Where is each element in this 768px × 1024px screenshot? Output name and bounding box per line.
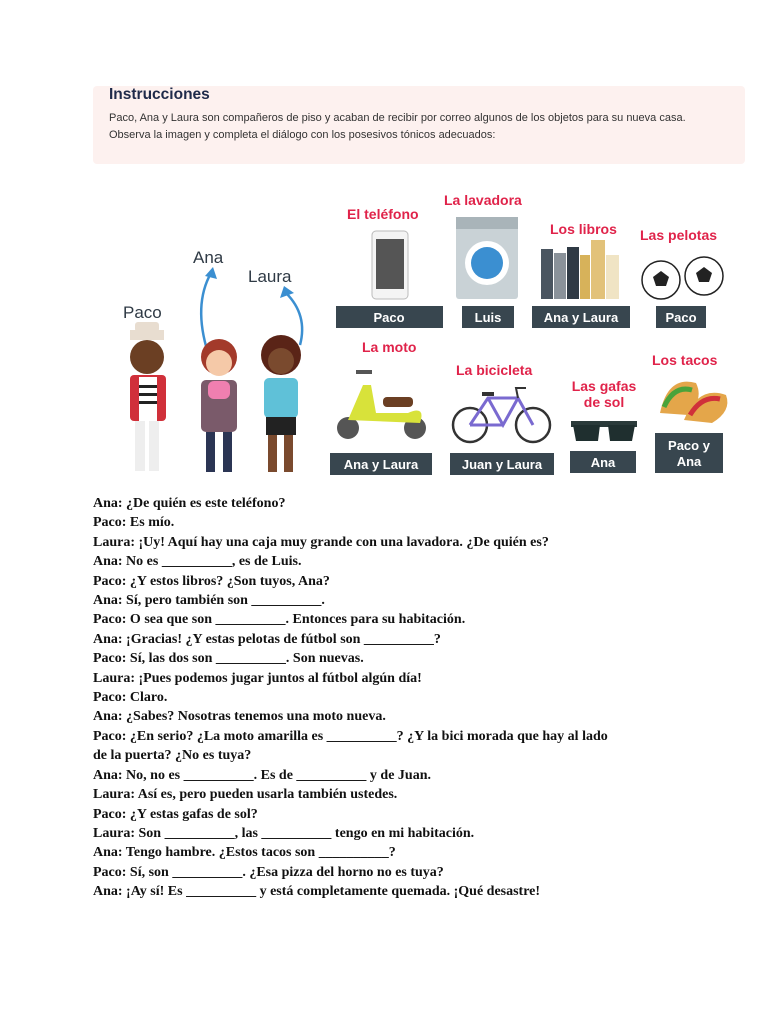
- owner-label-tacos-line-1: Paco y: [668, 438, 710, 453]
- dialogue: [93, 494, 683, 902]
- books-icon: [541, 240, 619, 299]
- dialogue-line: Ana: ¿Sabes? Nosotras tenemos una moto nueva.: [93, 709, 386, 725]
- dialogue-line: Laura: ¡Pues podemos jugar juntos al fútbol algún día!: [93, 670, 422, 686]
- owner-label-bicicleta: Juan y Laura: [461, 457, 543, 472]
- owner-label-lavadora: Luis: [474, 310, 502, 325]
- dialogue-line: Paco: O sea que son __________. Entonces para su habitación.: [93, 612, 466, 628]
- washing-machine-icon: [456, 217, 518, 299]
- owner-label-tacos-line-2: Ana: [676, 454, 702, 469]
- instructions-text-line-2: Observa la imagen y completa el diálogo con los posesivos tónicos adecuados:: [109, 129, 496, 141]
- dialogue-line: de la puerta? ¿No es tuya?: [93, 748, 252, 764]
- illustration: [108, 185, 740, 480]
- dialogue-line: Laura: Son __________, las __________ tengo en mi habitación.: [93, 825, 475, 841]
- item-title-telefono: El teléfono: [347, 206, 419, 222]
- dialogue-line: Paco: ¿Y estas gafas de sol?: [93, 806, 258, 822]
- instructions-title: Instrucciones: [109, 86, 210, 103]
- instructions-box: [93, 86, 745, 164]
- dialogue-line: Ana: ¿De quién es este teléfono?: [93, 496, 286, 511]
- owner-label-gafas: Ana: [590, 455, 616, 470]
- item-title-gafas-line-2: de sol: [583, 394, 625, 410]
- sunglasses-icon: [571, 421, 637, 441]
- owner-label-libros: Ana y Laura: [543, 310, 619, 325]
- dialogue-line: Laura: Así es, pero pueden usarla también ustedes.: [93, 787, 398, 803]
- dialogue-line: Ana: ¡Ay sí! Es __________ y está completamente quemada. ¡Qué desastre!: [93, 884, 541, 900]
- dialogue-line: Paco: Claro.: [93, 690, 168, 706]
- item-title-tacos: Los tacos: [652, 352, 718, 368]
- instructions-text-line-1: Paco, Ana y Laura son compañeros de piso y acaban de recibir por correo algunos de los objetos para su nueva casa.: [109, 112, 686, 124]
- person-name-ana: Ana: [193, 248, 224, 267]
- item-title-gafas-line-1: Las gafas: [571, 378, 637, 394]
- dialogue-line: Ana: No es __________, es de Luis.: [93, 554, 302, 570]
- dialogue-line: Paco: Sí, son __________. ¿Esa pizza del horno no es tuya?: [93, 864, 444, 880]
- item-title-bicicleta: La bicicleta: [456, 362, 533, 378]
- dialogue-line: Ana: Tengo hambre. ¿Estos tacos son __________?: [93, 845, 396, 861]
- dialogue-line: Ana: ¡Gracias! ¿Y estas pelotas de fútbol son __________?: [93, 631, 441, 647]
- tacos-icon: [660, 382, 727, 423]
- item-title-pelotas: Las pelotas: [640, 227, 718, 243]
- bicycle-icon: [453, 388, 550, 442]
- person-name-paco: Paco: [123, 303, 162, 322]
- dialogue-line: Paco: Es mío.: [93, 515, 175, 531]
- dialogue-line: Ana: No, no es __________. Es de __________ y de Juan.: [93, 767, 431, 783]
- item-title-lavadora: La lavadora: [444, 192, 522, 208]
- instructions-text: [109, 110, 739, 144]
- dialogue-line: Laura: ¡Uy! Aquí hay una caja muy grande con una lavadora. ¿De quién es?: [93, 534, 549, 550]
- soccer-balls-icon: [642, 257, 723, 299]
- phone-icon: [372, 231, 408, 299]
- item-title-moto: La moto: [362, 339, 417, 355]
- ana-figure: [201, 339, 237, 472]
- arrow-head-ana: [205, 267, 217, 279]
- owner-label-moto: Ana y Laura: [343, 457, 419, 472]
- item-title-libros: Los libros: [550, 221, 617, 237]
- scooter-icon: [337, 370, 426, 439]
- person-name-laura: Laura: [248, 267, 292, 286]
- dialogue-line: Paco: Sí, las dos son __________. Son nuevas.: [93, 651, 364, 667]
- owner-label-pelotas: Paco: [665, 310, 697, 325]
- paco-figure: [130, 322, 166, 471]
- arrow-to-ana: [201, 273, 211, 353]
- laura-figure: [261, 335, 301, 472]
- dialogue-line: Paco: ¿Y estos libros? ¿Son tuyos, Ana?: [93, 573, 330, 589]
- dialogue-line: Paco: ¿En serio? ¿La moto amarilla es __________? ¿Y la bici morada que hay al lado: [93, 728, 608, 744]
- arrow-head-laura: [280, 286, 294, 298]
- dialogue-line: Ana: Sí, pero también son __________.: [93, 593, 325, 609]
- owner-label-telefono: Paco: [373, 310, 405, 325]
